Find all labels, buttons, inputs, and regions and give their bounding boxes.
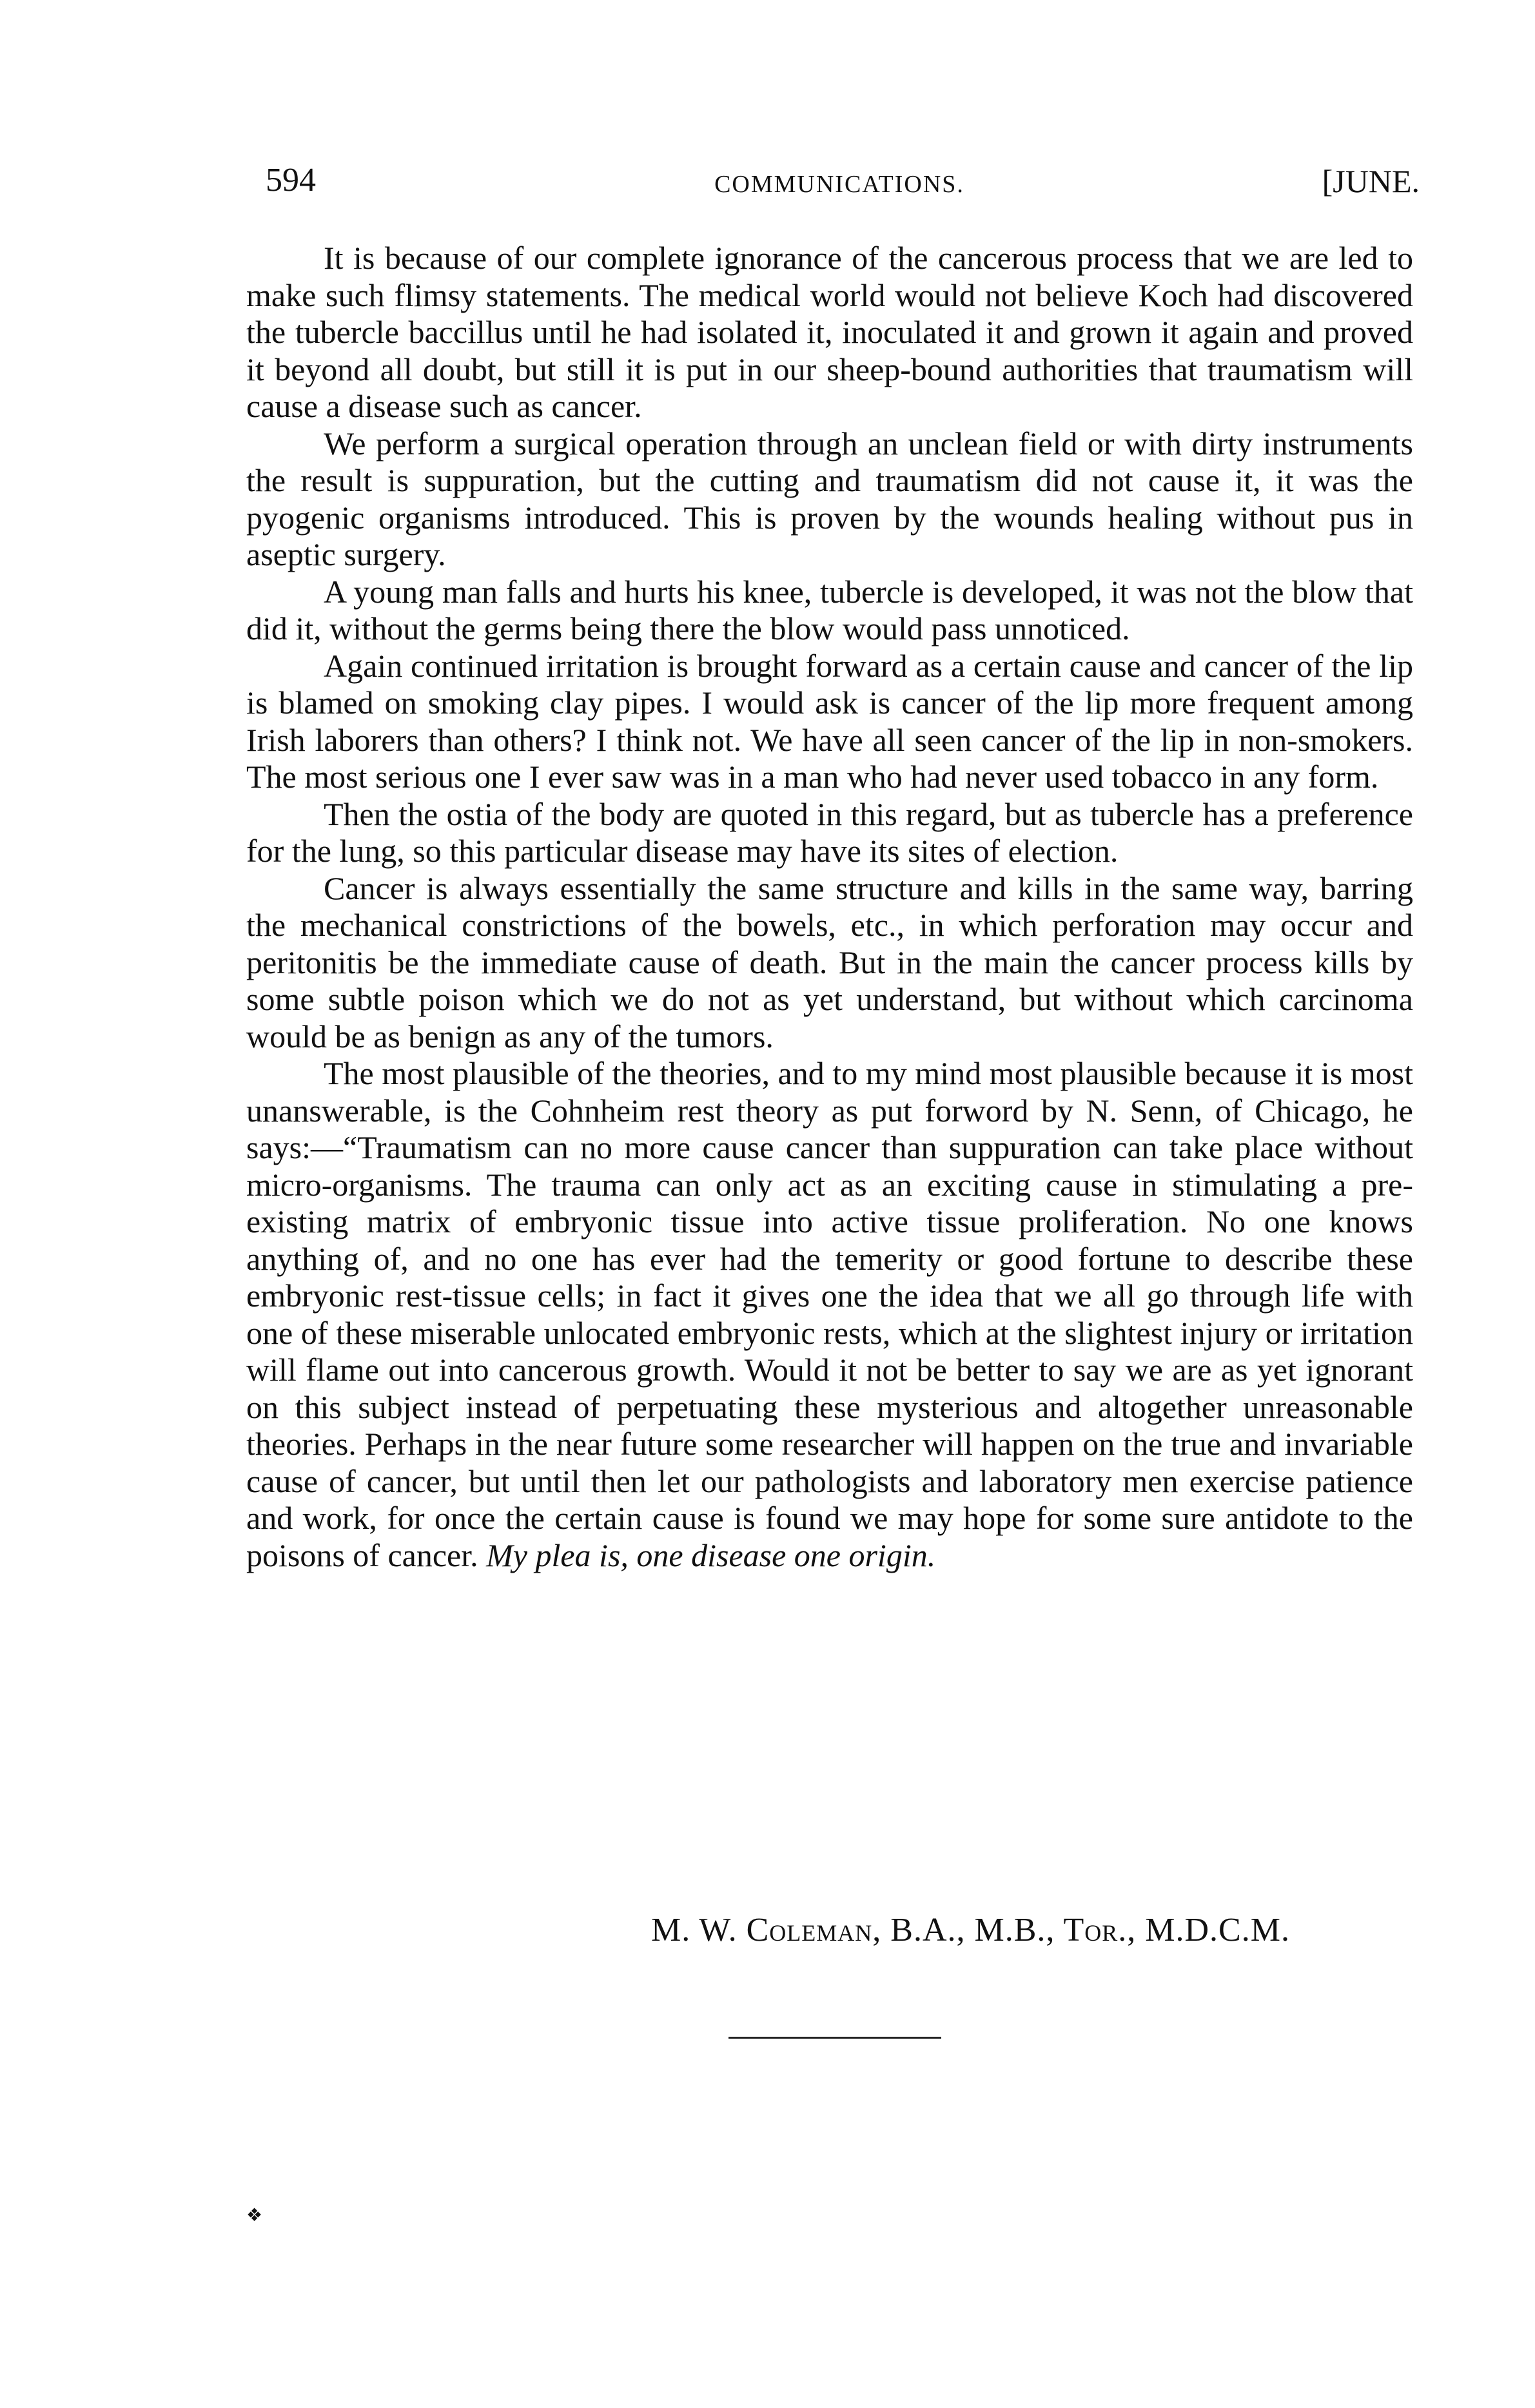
paragraph: Cancer is always essentially the same structure and kills in the same way, barring the mechanical constrictions of the bowels, etc., in which perforation may occur and peritonitis be the immediate cause of death. But in the main the cancer process kills by some subtle poison which we do not as yet understand, but without which carcinoma would be as benign as any of the tumors. xyxy=(246,869,1413,1054)
author-signature: M. W. Coleman, B.A., M.B., Tor., M.D.C.M. xyxy=(651,1912,1290,1948)
section-title: COMMUNICATIONS. xyxy=(714,171,964,198)
section-divider xyxy=(728,2037,941,2039)
running-head xyxy=(246,161,1432,206)
paragraph: It is because of our complete ignorance of the cancerous process that we are led to make such flimsy statements. The medical world would not believe Koch had discovered the tubercle baccillus until he had isolated it, inoculated it and grown it again and proved it beyond all doubt, but still it is put in our sheep-bound authorities that traumatism will cause a disease such as cancer. xyxy=(246,240,1413,424)
article-body xyxy=(246,240,1413,1574)
paragraph: We perform a surgical operation through an unclean field or with dirty instruments the result is suppuration, but the cutting and traumatism did not cause it, it was the pyogenic organisms introduced. This is proven by the wounds healing without pus in aseptic surgery. xyxy=(246,425,1413,572)
page-number: 594 xyxy=(266,162,316,199)
paragraph: A young man falls and hurts his knee, tubercle is developed, it was not the blow that did it, without the germs being there the blow would pass unnoticed. xyxy=(246,573,1413,646)
paragraph: Again continued irritation is brought forward as a certain cause and cancer of the lip is blamed on smoking clay pipes. I would ask is cancer of the lip more frequent among Irish laborers than others? I think not. We have all seen cancer of the lip in non-smokers. The most serious one I ever saw was in a man who had never used tobacco in any form. xyxy=(246,647,1413,795)
paragraph-final-text: The most plausible of the theories, and to my mind most plausible because it is most unanswerable, is the Cohnheim rest theory as put forword by N. Senn, of Chicago, he says:—“Traumatism can no more cause cancer than suppuration can take place without micro-organisms. The trauma can only act as an exciting cause in stimulating a pre-existing matrix of embryonic tissue into active tissue proliferation. No one knows anything of, and no one has ever had the temerity or good fortune to describe these embryonic rest-tissue cells; in fact it gives one the idea that we all go through life with one of these miserable unlocated embryonic rests, which at the slightest injury or irritation will flame out into cancerous growth. Would it not be better to say we are as yet ignorant on this subject instead of perpetuating these mysterious and altogether unreasonable theories. Perhaps in the near future some researcher will happen on the true and invariable cause of cancer, but until then let our pathologists and laboratory men exercise patience and work, for once the certain cause is found we may hope for some sure antidote to the poisons of cancer. xyxy=(246,1055,1413,1573)
stray-mark-icon: ❖ xyxy=(246,2206,263,2226)
issue-month: [JUNE. xyxy=(1322,163,1420,199)
paragraph: Then the ostia of the body are quoted in this regard, but as tubercle has a preference for the lung, so this particular disease may have its sites of election. xyxy=(246,795,1413,869)
paragraph-final xyxy=(246,1055,1413,1574)
closing-plea: My plea is, one disease one origin. xyxy=(486,1537,936,1573)
